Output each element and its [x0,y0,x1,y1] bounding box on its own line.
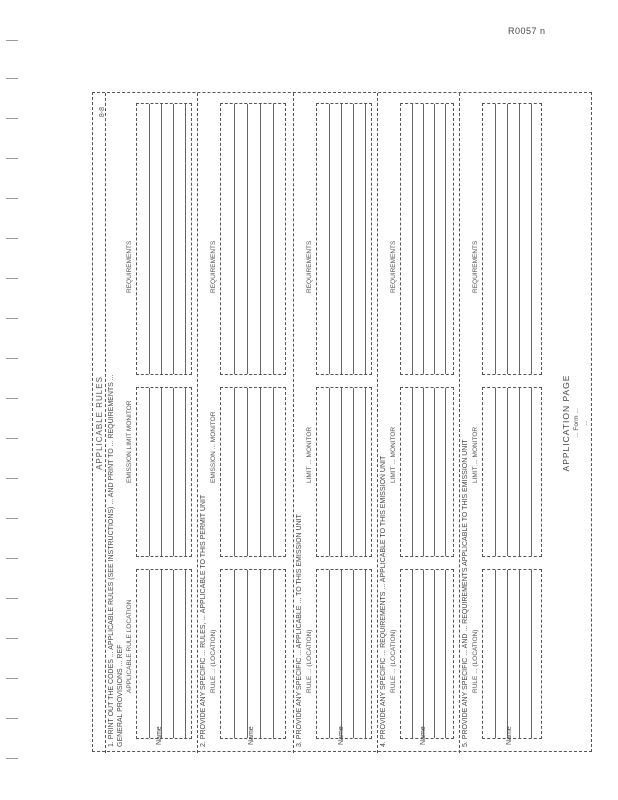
rule-section-5 [459,93,555,753]
limit-entry-box[interactable] [482,387,542,557]
form-title: APPLICABLE RULES [95,376,104,470]
column-label-location: RULE ... (LOCATION) [390,629,397,693]
requirements-entry-box[interactable] [482,103,542,375]
name-label: Name [420,726,427,745]
requirements-entry-box[interactable] [316,103,372,375]
requirements-entry-box[interactable] [136,103,192,375]
column-label-location: APPLICABLE RULE LOCATION [126,599,133,693]
column-label-location: RULE ... (LOCATION) [306,629,313,693]
location-entry-box[interactable] [482,569,542,739]
column-label-requirements: REQUIREMENTS [126,240,133,293]
limit-entry-box[interactable] [136,387,192,557]
section-heading: 1. PRINT OUT THE CODES ... APPLICABLE RULES (SEE INSTRUCTIONS) ... AND PRINT TO ... REQUIREMENTS ... [108,374,115,747]
rule-section-3 [293,93,377,753]
rule-section-4 [377,93,459,753]
section-heading: 5. PROVIDE ANY SPECIFIC ... AND ... REQUIREMENTS APPLICABLE TO THIS EMISSION UNIT [462,439,469,747]
limit-entry-box[interactable] [316,387,372,557]
column-label-limit: EMISSION LIMIT MONITOR [126,400,133,483]
footer-subtitle-2: ... [582,420,589,426]
location-entry-box[interactable] [220,569,286,739]
footer-subtitle-1: ... Form ... [573,408,580,438]
name-label: Name [248,726,255,745]
location-entry-box[interactable] [136,569,192,739]
name-label: Name [338,726,345,745]
column-label-limit: EMISSION ... MONITOR [210,411,217,483]
location-entry-box[interactable] [316,569,372,739]
rule-section-2 [197,93,293,753]
column-label-requirements: REQUIREMENTS [210,240,217,293]
binding-margin-marks [6,40,20,790]
column-label-limit: LIMIT ... MONITOR [390,426,397,483]
column-label-requirements: REQUIREMENTS [472,240,479,293]
column-label-limit: LIMIT ... MONITOR [306,426,313,483]
column-label-requirements: REQUIREMENTS [306,240,313,293]
requirements-entry-box[interactable] [400,103,454,375]
location-entry-box[interactable] [400,569,454,739]
limit-entry-box[interactable] [220,387,286,557]
rules-form [92,92,592,752]
rotated-form-content [93,93,593,753]
name-label: Name [506,726,513,745]
section-subheading: GENERAL PROVISIONS ... REF [117,644,124,747]
column-label-limit: LIMIT ... MONITOR [472,426,479,483]
column-label-location: RULE ... (LOCATION) [210,629,217,693]
section-heading: 4. PROVIDE ANY SPECIFIC ... REQUIREMENTS ... APPLICABLE TO THIS EMISSION UNIT [380,455,387,747]
column-label-location: RULE ... (LOCATION) [472,629,479,693]
page-number: 8-8 [99,107,106,118]
section-heading: 2. PROVIDE ANY SPECIFIC ... RULES, ... APPLICABLE TO THIS PERMIT UNIT [200,494,207,747]
section-heading: 3. PROVIDE ANY SPECIFIC ... APPLICABLE ... TO THIS EMISSION UNIT [296,514,303,747]
name-label: Name [156,726,163,745]
footer-title: APPLICATION PAGE [561,374,571,472]
requirements-entry-box[interactable] [220,103,286,375]
limit-entry-box[interactable] [400,387,454,557]
column-label-requirements: REQUIREMENTS [390,240,397,293]
document-id: R0057 n [508,26,546,36]
rule-section-1 [105,93,197,753]
form-title-row [95,93,104,753]
